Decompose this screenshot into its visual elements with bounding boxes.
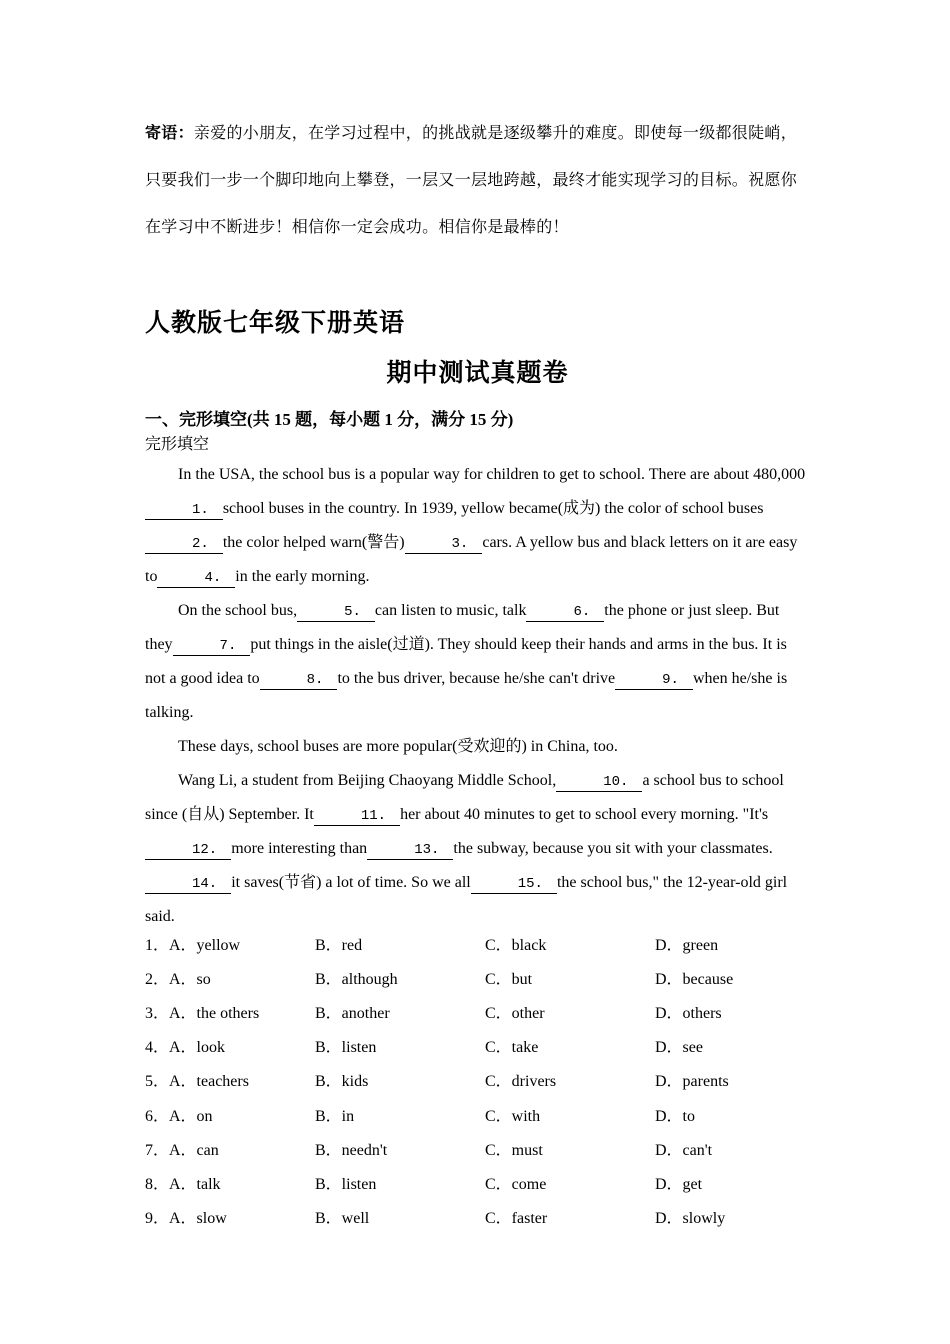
option: B．another bbox=[315, 1004, 390, 1022]
passage-text: the phone or just sleep. But they bbox=[145, 602, 780, 653]
passage-text: the subway, because you sit with your classmates. bbox=[453, 840, 773, 857]
option: C．but bbox=[485, 970, 533, 988]
option: D．can't bbox=[655, 1141, 713, 1159]
option: D．see bbox=[655, 1039, 703, 1057]
option-row-4 bbox=[145, 1029, 825, 1063]
option-row-7 bbox=[145, 1131, 825, 1165]
option: C．faster bbox=[485, 1210, 548, 1228]
option: D．because bbox=[655, 970, 734, 988]
section-heading: 一、完形填空(共 15 题，每小题 1 分，满分 15 分) bbox=[145, 410, 514, 429]
option: 4．A．look bbox=[145, 1039, 226, 1057]
option: 3．A．the others bbox=[145, 1004, 260, 1022]
blank-7: 7. bbox=[173, 637, 251, 656]
option: C．must bbox=[485, 1141, 543, 1159]
passage-text: cars. A yellow bus and black letters on it are easy to bbox=[145, 534, 798, 585]
cloze-passage bbox=[145, 458, 810, 934]
option: C．come bbox=[485, 1175, 547, 1193]
motto-text: 亲爱的小朋友，在学习过程中，的挑战就是逐级攀升的难度。即使每一级都很陡峭，只要我们一步一个脚印地向上攀登，一层又一层地跨越，最终才能实现学习的目标。祝愿你在学习中不断进步！相信你一定会成功。相信你是最棒的！ bbox=[145, 125, 798, 236]
blank-5: 5. bbox=[297, 603, 375, 622]
blank-6: 6. bbox=[526, 603, 604, 622]
option-row-8 bbox=[145, 1165, 825, 1199]
passage-paragraph-4 bbox=[145, 764, 810, 934]
option: B．in bbox=[315, 1107, 355, 1125]
blank-14: 14. bbox=[145, 875, 231, 894]
option: C．take bbox=[485, 1039, 539, 1057]
passage-paragraph-3: These days, school buses are more popular(受欢迎的) in China, too. bbox=[178, 738, 618, 755]
option-row-5 bbox=[145, 1063, 825, 1097]
option-row-2 bbox=[145, 960, 825, 994]
option: C．drivers bbox=[485, 1073, 557, 1091]
option: D．green bbox=[655, 936, 719, 954]
answer-options bbox=[145, 926, 825, 1234]
option: B．red bbox=[315, 936, 363, 954]
passage-text: put things in the aisle(过道). They should keep their hands and arms in the bus. It is not a good idea to bbox=[145, 636, 787, 687]
passage-text: more interesting than bbox=[231, 840, 368, 857]
section-subheading: 完形填空 bbox=[145, 436, 210, 453]
passage-text: In the USA, the school bus is a popular way for children to get to school. There are about 480,000 bbox=[178, 466, 806, 483]
blank-9: 9. bbox=[615, 671, 693, 690]
passage-text: in the early morning. bbox=[235, 568, 370, 585]
option: C．other bbox=[485, 1004, 545, 1022]
blank-3: 3. bbox=[405, 535, 483, 554]
option: 8．A．talk bbox=[145, 1175, 221, 1193]
option-row-1 bbox=[145, 926, 825, 960]
option-row-9 bbox=[145, 1200, 825, 1234]
option: 1．A．yellow bbox=[145, 936, 241, 954]
option: D．parents bbox=[655, 1073, 729, 1091]
option: B．listen bbox=[315, 1175, 377, 1193]
option: D．others bbox=[655, 1004, 722, 1022]
blank-1: 1. bbox=[145, 501, 223, 520]
passage-text: Wang Li, a student from Beijing Chaoyang Middle School, bbox=[178, 772, 557, 789]
passage-text: the school bus," the 12-year-old girl said. bbox=[145, 874, 788, 925]
page-subtitle: 期中测试真题卷 bbox=[386, 358, 569, 387]
option: D．get bbox=[655, 1175, 703, 1193]
page-title: 人教版七年级下册英语 bbox=[145, 308, 406, 337]
option: 2．A．so bbox=[145, 970, 211, 988]
option: B．listen bbox=[315, 1039, 377, 1057]
passage-text: On the school bus, bbox=[178, 602, 298, 619]
passage-text: to the bus driver, because he/she can't drive bbox=[337, 670, 616, 687]
blank-12: 12. bbox=[145, 841, 231, 860]
passage-text: can listen to music, talk bbox=[374, 602, 527, 619]
motto-paragraph bbox=[145, 110, 810, 251]
option: B．needn't bbox=[315, 1141, 388, 1159]
blank-2: 2. bbox=[145, 535, 223, 554]
passage-text: her about 40 minutes to get to school every morning. "It's bbox=[400, 806, 769, 823]
option: 6．A．on bbox=[145, 1107, 213, 1125]
passage-text: when he/she is talking. bbox=[145, 670, 788, 721]
option: C．with bbox=[485, 1107, 541, 1125]
blank-10: 10. bbox=[556, 773, 642, 792]
blank-8: 8. bbox=[260, 671, 338, 690]
passage-text: school buses in the country. In 1939, yellow became(成为) the color of school buses bbox=[222, 500, 764, 517]
passage-text: it saves(节省) a lot of time. So we all bbox=[231, 874, 471, 891]
blank-15: 15. bbox=[471, 875, 557, 894]
passage-paragraph-2 bbox=[145, 594, 810, 730]
option: D．to bbox=[655, 1107, 696, 1125]
passage-text: a school bus to school since (自从) September. It bbox=[145, 772, 784, 823]
blank-4: 4. bbox=[157, 569, 235, 588]
blank-13: 13. bbox=[367, 841, 453, 860]
motto-label: 寄语： bbox=[145, 125, 194, 142]
option: D．slowly bbox=[655, 1210, 726, 1228]
option: 5．A．teachers bbox=[145, 1073, 249, 1091]
option: C．black bbox=[485, 936, 547, 954]
option: B．well bbox=[315, 1210, 370, 1228]
option-row-6 bbox=[145, 1097, 825, 1131]
option-row-3 bbox=[145, 994, 825, 1028]
blank-11: 11. bbox=[314, 807, 400, 826]
passage-paragraph-1 bbox=[145, 458, 810, 594]
option: 9．A．slow bbox=[145, 1210, 227, 1228]
option: B．kids bbox=[315, 1073, 369, 1091]
passage-text: the color helped warn(警告) bbox=[222, 534, 405, 551]
option: B．although bbox=[315, 970, 398, 988]
option: 7．A．can bbox=[145, 1141, 219, 1159]
